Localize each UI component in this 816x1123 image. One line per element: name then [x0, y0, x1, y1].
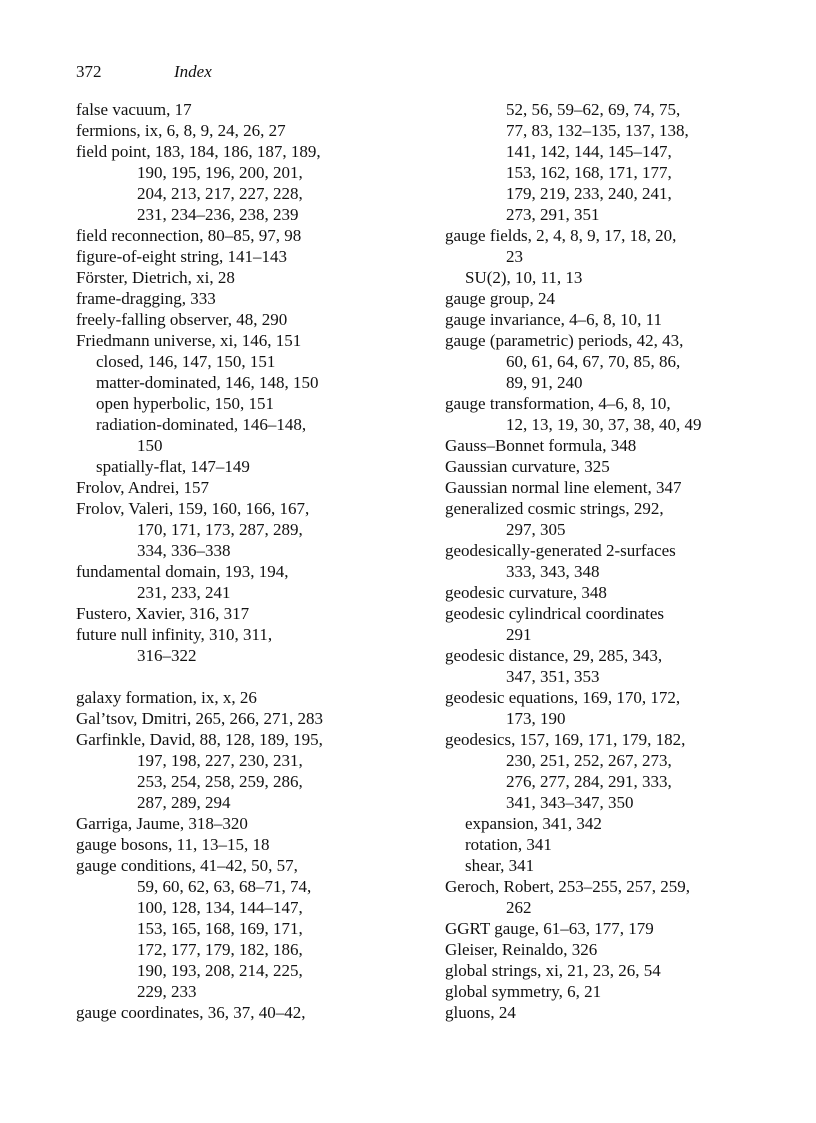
- index-entry: Gal’tsov, Dmitri, 265, 266, 271, 283: [76, 709, 323, 728]
- index-entry-continuation: 52, 56, 59–62, 69, 74, 75,: [506, 100, 681, 119]
- page-number: 372: [76, 62, 102, 81]
- index-entry: frame-dragging, 333: [76, 289, 216, 308]
- index-entry-continuation: 276, 277, 284, 291, 333,: [506, 772, 672, 791]
- index-entry: Förster, Dietrich, xi, 28: [76, 268, 235, 287]
- index-entry-continuation: 297, 305: [506, 520, 566, 539]
- index-entry: Frolov, Valeri, 159, 160, 166, 167,: [76, 499, 310, 518]
- index-entry: geodesic curvature, 348: [445, 583, 607, 602]
- index-subentry: closed, 146, 147, 150, 151: [96, 352, 276, 371]
- index-entry: freely-falling observer, 48, 290: [76, 310, 288, 329]
- index-subentry: matter-dominated, 146, 148, 150: [96, 373, 319, 392]
- index-entry-continuation: 172, 177, 179, 182, 186,: [137, 940, 303, 959]
- index-entry: geodesic distance, 29, 285, 343,: [445, 646, 663, 665]
- index-entry-continuation: 291: [506, 625, 532, 644]
- index-entry-continuation: 316–322: [137, 646, 197, 665]
- index-entry: geodesically-generated 2-surfaces: [445, 541, 676, 560]
- index-entry: gauge bosons, 11, 13–15, 18: [76, 835, 270, 854]
- index-entry: field point, 183, 184, 186, 187, 189,: [76, 142, 321, 161]
- index-entry: gauge invariance, 4–6, 8, 10, 11: [445, 310, 662, 329]
- index-entry: global strings, xi, 21, 23, 26, 54: [445, 961, 661, 980]
- index-entry-continuation: 89, 91, 240: [506, 373, 583, 392]
- index-entry: geodesics, 157, 169, 171, 179, 182,: [445, 730, 686, 749]
- index-entry: Gaussian normal line element, 347: [445, 478, 682, 497]
- index-entry: Gaussian curvature, 325: [445, 457, 610, 476]
- index-entry: Gauss–Bonnet formula, 348: [445, 436, 637, 455]
- index-entry-continuation: 231, 233, 241: [137, 583, 231, 602]
- index-entry-continuation: 341, 343–347, 350: [506, 793, 634, 812]
- index-entry-continuation: 347, 351, 353: [506, 667, 600, 686]
- index-entry-continuation: 273, 291, 351: [506, 205, 600, 224]
- index-entry-continuation: 231, 234–236, 238, 239: [137, 205, 299, 224]
- section-gap: [76, 666, 436, 687]
- index-entry: field reconnection, 80–85, 97, 98: [76, 226, 302, 245]
- index-entry-continuation: 190, 193, 208, 214, 225,: [137, 961, 303, 980]
- index-subentry: shear, 341: [465, 856, 535, 875]
- index-entry: Garfinkle, David, 88, 128, 189, 195,: [76, 730, 323, 749]
- index-column-right: [445, 99, 785, 1023]
- index-entry: generalized cosmic strings, 292,: [445, 499, 664, 518]
- index-entry: Geroch, Robert, 253–255, 257, 259,: [445, 877, 691, 896]
- index-entry-continuation: 77, 83, 132–135, 137, 138,: [506, 121, 689, 140]
- index-entry: fundamental domain, 193, 194,: [76, 562, 289, 581]
- index-entry: gauge coordinates, 36, 37, 40–42,: [76, 1003, 306, 1022]
- index-entry: Garriga, Jaume, 318–320: [76, 814, 248, 833]
- running-title: Index: [174, 62, 212, 81]
- index-entry: Fustero, Xavier, 316, 317: [76, 604, 250, 623]
- index-entry-continuation: 100, 128, 134, 144–147,: [137, 898, 303, 917]
- index-subentry: open hyperbolic, 150, 151: [96, 394, 274, 413]
- index-entry-continuation: 170, 171, 173, 287, 289,: [137, 520, 303, 539]
- index-entry: global symmetry, 6, 21: [445, 982, 602, 1001]
- index-entry-continuation: 229, 233: [137, 982, 197, 1001]
- index-entry-continuation: 173, 190: [506, 709, 566, 728]
- index-entry-continuation: 179, 219, 233, 240, 241,: [506, 184, 672, 203]
- index-entry-continuation: 150: [137, 436, 163, 455]
- index-subentry: spatially-flat, 147–149: [96, 457, 250, 476]
- index-entry-continuation: 12, 13, 19, 30, 37, 38, 40, 49: [506, 415, 702, 434]
- index-entry: gauge group, 24: [445, 289, 556, 308]
- index-entry-continuation: 287, 289, 294: [137, 793, 231, 812]
- index-subentry: expansion, 341, 342: [465, 814, 602, 833]
- index-subentry: SU(2), 10, 11, 13: [465, 268, 583, 287]
- index-entry-continuation: 59, 60, 62, 63, 68–71, 74,: [137, 877, 312, 896]
- index-subentry: radiation-dominated, 146–148,: [96, 415, 307, 434]
- index-entry: Frolov, Andrei, 157: [76, 478, 210, 497]
- index-entry: gauge transformation, 4–6, 8, 10,: [445, 394, 671, 413]
- page-header: [76, 62, 212, 82]
- index-entry: fermions, ix, 6, 8, 9, 24, 26, 27: [76, 121, 286, 140]
- index-entry-continuation: 23: [506, 247, 523, 266]
- index-entry: figure-of-eight string, 141–143: [76, 247, 288, 266]
- index-entry-continuation: 60, 61, 64, 67, 70, 85, 86,: [506, 352, 681, 371]
- index-entry: galaxy formation, ix, x, 26: [76, 688, 257, 707]
- index-entry-continuation: 190, 195, 196, 200, 201,: [137, 163, 303, 182]
- index-entry-continuation: 230, 251, 252, 267, 273,: [506, 751, 672, 770]
- index-entry: Friedmann universe, xi, 146, 151: [76, 331, 302, 350]
- index-entry: gluons, 24: [445, 1003, 516, 1022]
- index-entry-continuation: 334, 336–338: [137, 541, 231, 560]
- index-entry: geodesic equations, 169, 170, 172,: [445, 688, 681, 707]
- index-entry-continuation: 153, 162, 168, 171, 177,: [506, 163, 672, 182]
- index-entry: geodesic cylindrical coordinates: [445, 604, 665, 623]
- index-entry-continuation: 197, 198, 227, 230, 231,: [137, 751, 303, 770]
- index-entry: false vacuum, 17: [76, 100, 192, 119]
- index-entry-continuation: 262: [506, 898, 532, 917]
- index-entry: gauge conditions, 41–42, 50, 57,: [76, 856, 298, 875]
- index-entry-continuation: 141, 142, 144, 145–147,: [506, 142, 672, 161]
- index-entry-continuation: 204, 213, 217, 227, 228,: [137, 184, 303, 203]
- index-entry: gauge fields, 2, 4, 8, 9, 17, 18, 20,: [445, 226, 677, 245]
- index-column-left: [76, 99, 436, 1023]
- index-entry: future null infinity, 310, 311,: [76, 625, 273, 644]
- index-entry: Gleiser, Reinaldo, 326: [445, 940, 598, 959]
- index-entry-continuation: 253, 254, 258, 259, 286,: [137, 772, 303, 791]
- index-entry-continuation: 153, 165, 168, 169, 171,: [137, 919, 303, 938]
- index-entry: GGRT gauge, 61–63, 177, 179: [445, 919, 654, 938]
- index-entry-continuation: 333, 343, 348: [506, 562, 600, 581]
- index-subentry: rotation, 341: [465, 835, 552, 854]
- index-entry: gauge (parametric) periods, 42, 43,: [445, 331, 684, 350]
